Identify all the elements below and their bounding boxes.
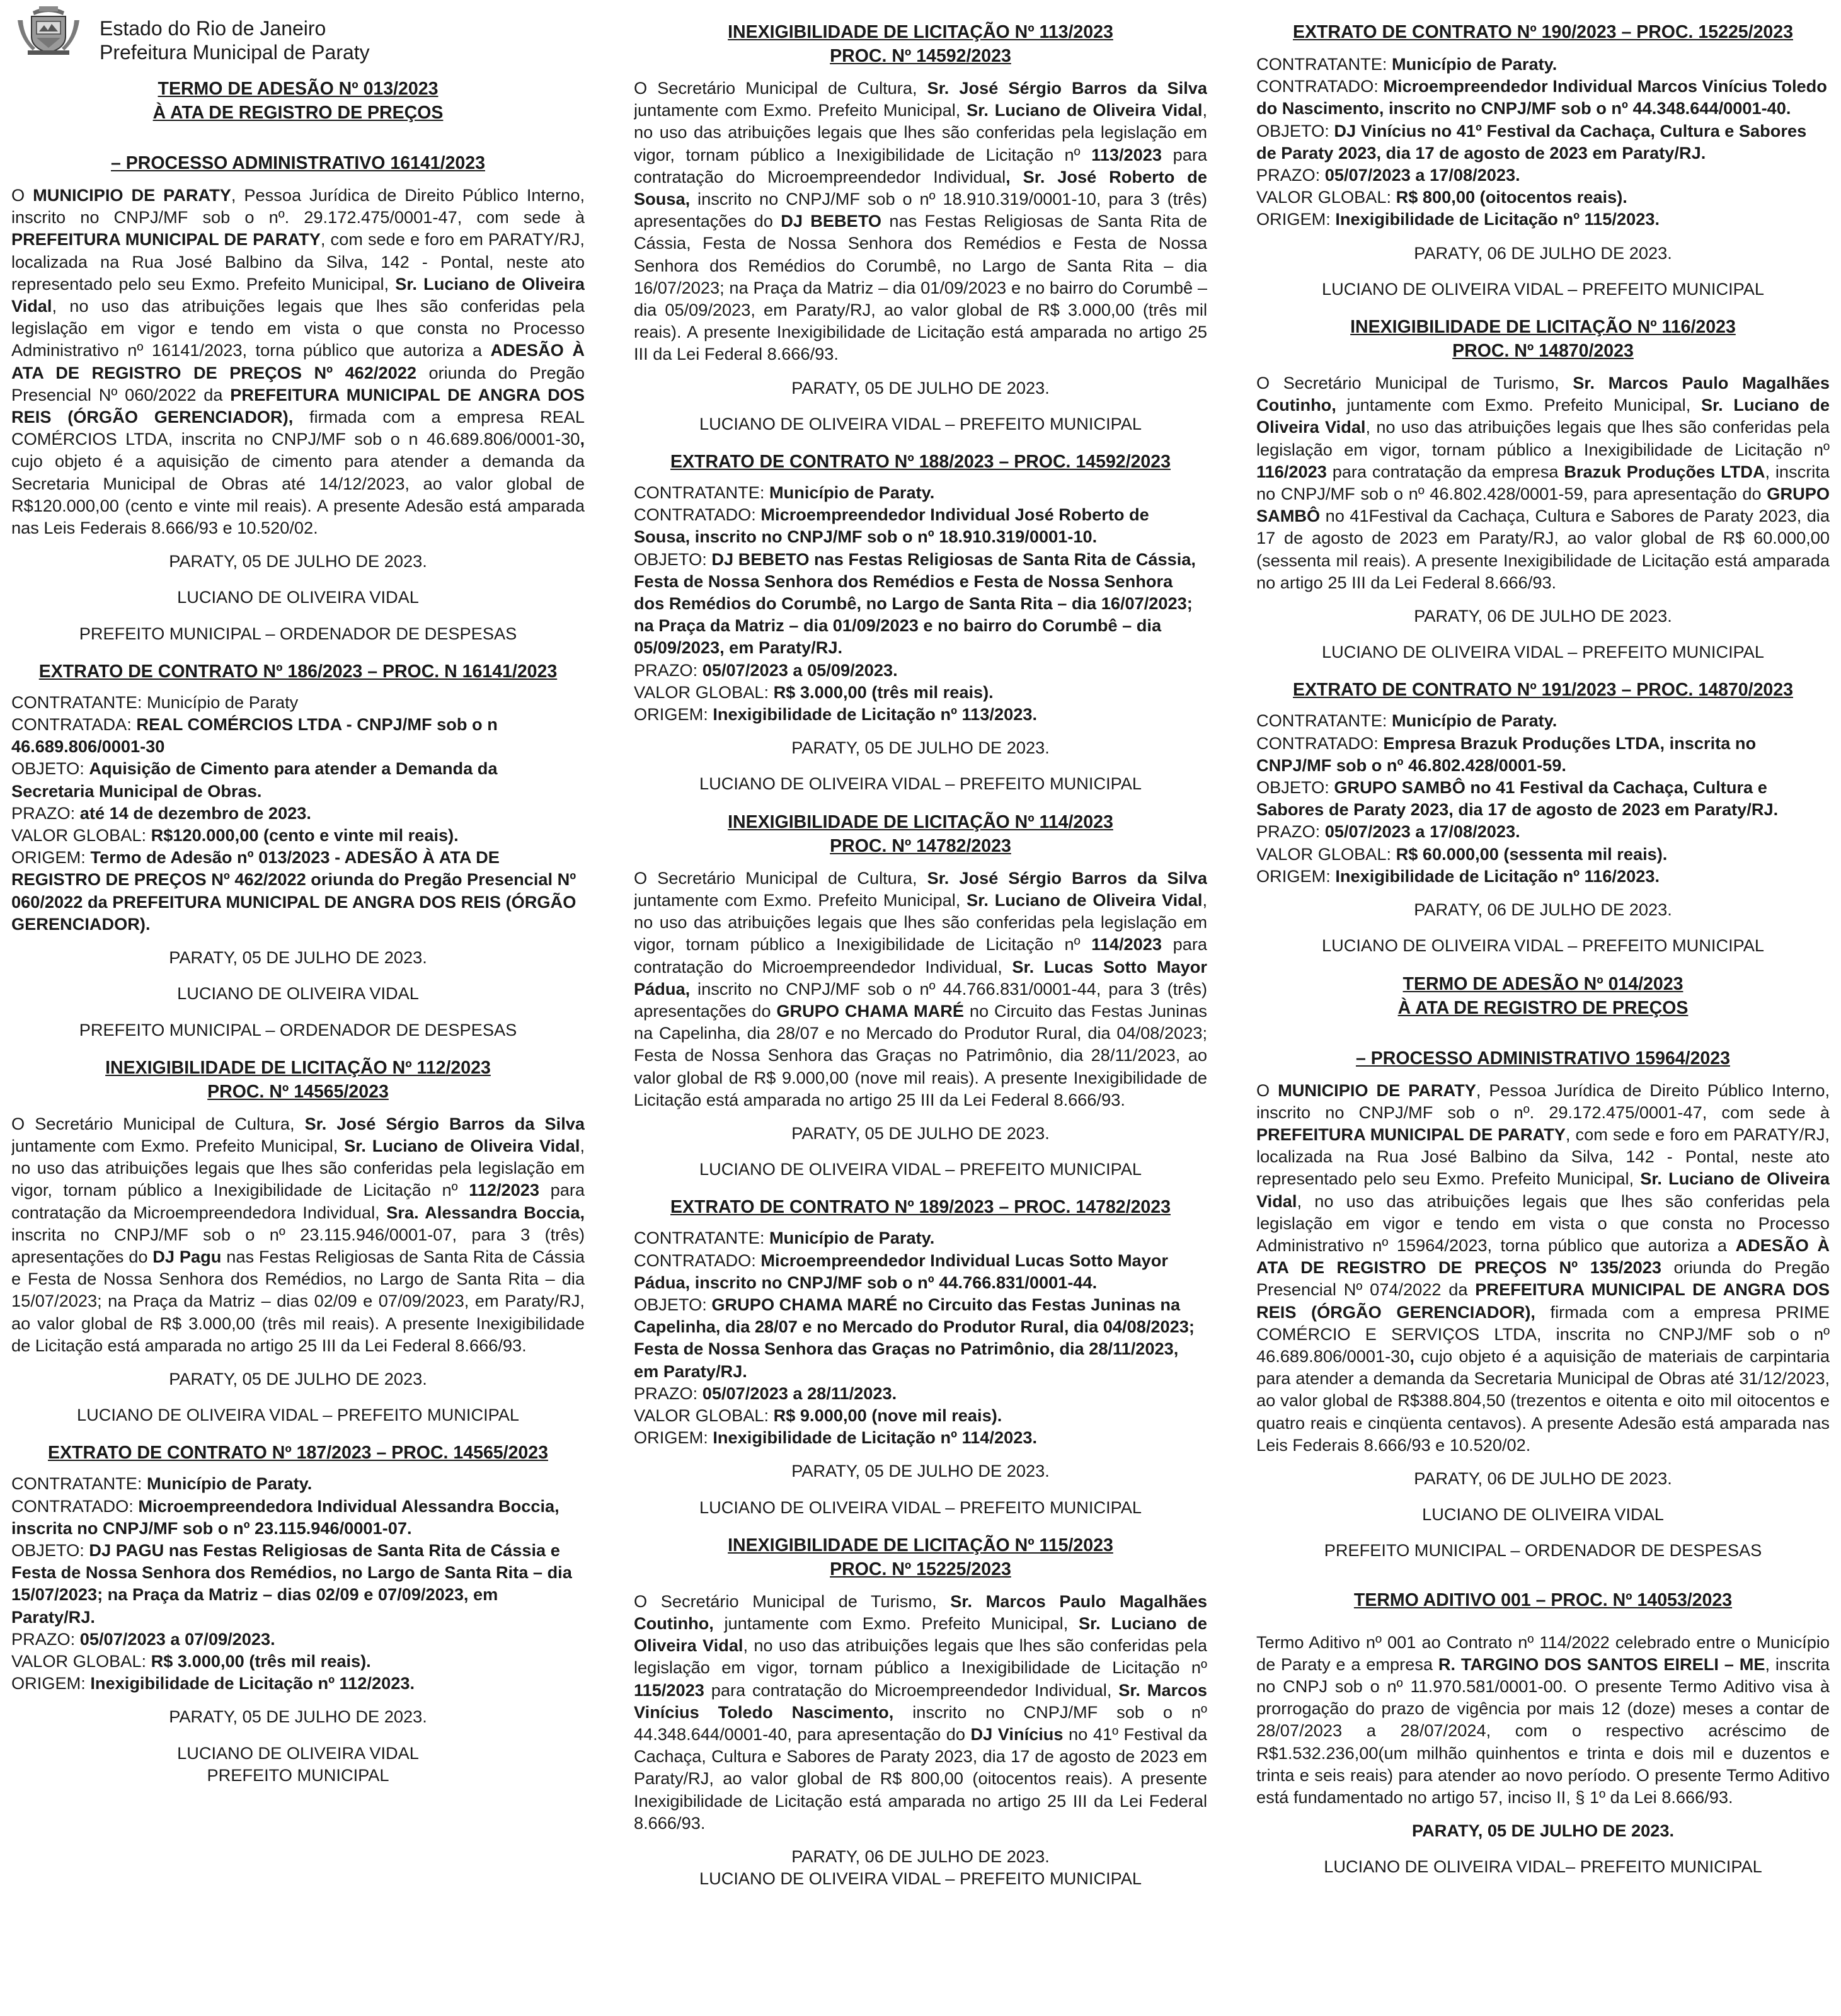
objeto-line: OBJETO: GRUPO CHAMA MARÉ no Circuito das Festas Juninas na Capelinha, dia 28/07 e no Mercado do Produtor Rural, dia 04/08/2023; Festa de Nossa Senhora das Graças no Patrimônio, dia 28/11/2023, em Paraty/RJ. — [634, 1294, 1195, 1381]
objeto-line: OBJETO: Aquisição de Cimento para atender a Demanda da Secretaria Municipal de Obras. — [11, 759, 498, 801]
valor-line: VALOR GLOBAL: R$ 60.000,00 (sessenta mil reais). — [1256, 844, 1668, 864]
signature-line: LUCIANO DE OLIVEIRA VIDAL – PREFEITO MUNICIPAL — [699, 774, 1142, 794]
date-line: PARATY, 06 DE JULHO DE 2023. — [1414, 1468, 1672, 1488]
inexigibilidade-115 — [634, 1533, 1207, 1890]
inexigibilidade-114 — [634, 810, 1207, 1181]
prazo-line: PRAZO: 05/07/2023 a 05/09/2023. — [634, 660, 898, 680]
paragraph: O Secretário Municipal de Turismo, Sr. Marcos Paulo Magalhães Coutinho, juntamente com Exmo. Prefeito Municipal, Sr. Luciano de Oliveira Vidal, no uso das atribuições legais que lhes são conferidas pela legislação em vigor, tornam público a Inexigibilidade de Licitação nº 116/2023 para contratação da empresa Brazuk Produções LTDA, inscrita no CNPJ/MF sob o nº 46.802.428/0001-59, para apresentação do GRUPO SAMBÔ no 41Festival da Cachaça, Cultura e Sabores de Paraty 2023, dia 17 de agosto de 2023 em Paraty/RJ, ao valor global de R$ 60.000,00 (sessenta mil reais). A presente Inexigibilidade de Licitação está amparada no artigo 25 III da Lei Federal 8.666/93. — [1256, 373, 1830, 592]
coat-of-arms-icon — [14, 1, 83, 55]
date-line: PARATY, 05 DE JULHO DE 2023. — [791, 1123, 1050, 1143]
contratante-line: CONTRATANTE: Município de Paraty. — [11, 1474, 313, 1494]
contratado-line: CONTRATADO: Microempreendedor Individual José Roberto de Sousa, inscrito no CNPJ/MF sob o nº 18.910.319/0001-10. — [634, 505, 1149, 547]
extrato-contrato-186 — [11, 660, 585, 1041]
date-line: PARATY, 05 DE JULHO DE 2023. — [169, 1368, 427, 1389]
signature-line: LUCIANO DE OLIVEIRA VIDAL – PREFEITO MUNICIPAL — [699, 413, 1142, 433]
prazo-line: PRAZO: 05/07/2023 a 07/09/2023. — [11, 1629, 275, 1649]
signature-line: LUCIANO DE OLIVEIRA VIDAL – PREFEITO MUNICIPAL — [76, 1405, 520, 1425]
column-2 — [634, 0, 1207, 2016]
prazo-line: PRAZO: 05/07/2023 a 17/08/2023. — [1256, 822, 1520, 842]
termo-adesao-014 — [1256, 972, 1830, 1562]
section-subtitle: – PROCESSO ADMINISTRATIVO 16141/2023 — [111, 153, 485, 173]
column-1 — [11, 0, 585, 2016]
signature-line: LUCIANO DE OLIVEIRA VIDAL – PREFEITO MUNICIPAL — [1321, 642, 1765, 662]
section-title: EXTRATO DE CONTRATO Nº 190/2023 – PROC. 15225/2023 — [1293, 22, 1793, 42]
extrato-contrato-190 — [1256, 20, 1830, 300]
date-line: PARATY, 06 DE JULHO DE 2023. — [1414, 900, 1672, 920]
date-line: PARATY, 05 DE JULHO DE 2023. — [169, 551, 427, 571]
section-subtitle: PROC. Nº 14565/2023 — [207, 1081, 389, 1102]
date-line: PARATY, 06 DE JULHO DE 2023. — [1414, 606, 1672, 626]
extrato-contrato-189 — [634, 1195, 1207, 1518]
signature-line: LUCIANO DE OLIVEIRA VIDAL – PREFEITO MUNICIPAL — [1321, 936, 1765, 956]
header-city: Prefeitura Municipal de Paraty — [100, 41, 370, 64]
section-subtitle: PROC. Nº 14782/2023 — [830, 835, 1011, 856]
termo-aditivo-001 — [1256, 1588, 1830, 1878]
signature-name: LUCIANO DE OLIVEIRA VIDAL — [177, 587, 419, 607]
section-subtitle: À ATA DE REGISTRO DE PREÇOS — [152, 103, 444, 123]
valor-line: VALOR GLOBAL: R$ 9.000,00 (nove mil reais). — [634, 1405, 1002, 1425]
paragraph: O MUNICIPIO DE PARATY, Pessoa Jurídica de Direito Público Interno, inscrito no CNPJ/MF sob o nº. 29.172.475/0001-47, com sede à PREFEITURA MUNICIPAL DE PARATY, com sede e foro em PARATY/RJ, localizada na Rua José Balbino da Silva, 142 - Pontal, neste ato representado pelo seu Exmo. Prefeito Municipal, Sr. Luciano de Oliveira Vidal, no uso das atribuições legais que lhes são conferidas pela legislação em vigor e tendo em vista o que consta no Processo Administrativo nº 15964/2023, torna público que autoriza a ADESÃO À ATA DE REGISTRO DE PREÇOS Nº 135/2023 oriunda do Pregão Presencial Nº 074/2022 da PREFEITURA MUNICIPAL DE ANGRA DOS REIS (ÓRGÃO GERENCIADOR), firmada com a empresa PRIME COMÉRCIO E SERVIÇOS LTDA, inscrita no CNPJ/MF sob o nº 46.689.806/0001-30, cujo objeto é a aquisição de materiais de carpintaria para atender a demanda da Secretaria Municipal de Obras até 31/12/2023, ao valor global de R$388.804,50 (trezentos e oitenta e oito mil oitocentos e quatro reais e cinqüenta centavos). A presente Adesão está amparada nas Leis Federais 8.666/93 e 10.520/02. — [1256, 1080, 1830, 1455]
date-line: PARATY, 05 DE JULHO DE 2023. — [791, 1461, 1050, 1481]
contratado-line: CONTRATADO: Microempreendedor Individual Marcos Vinícius Toledo do Nascimento, inscrito no CNPJ/MF sob o nº 44.348.644/0001-40. — [1256, 76, 1827, 118]
date-line: PARATY, 05 DE JULHO DE 2023. — [791, 377, 1050, 398]
section-subtitle: PROC. Nº 14870/2023 — [1452, 341, 1634, 362]
section-title: EXTRATO DE CONTRATO Nº 187/2023 – PROC. 14565/2023 — [48, 1443, 548, 1463]
section-title: TERMO DE ADESÃO Nº 013/2023 — [158, 79, 439, 99]
inexigibilidade-116 — [1256, 315, 1830, 663]
contratado-line: CONTRATADO: Microempreendedora Individual Alessandra Boccia, inscrita no CNPJ/MF sob o nº 23.115.946/0001-07. — [11, 1496, 559, 1538]
column-3 — [1256, 0, 1830, 2016]
paragraph: O Secretário Municipal de Cultura, Sr. José Sérgio Barros da Silva juntamente com Exmo. Prefeito Municipal, Sr. Luciano de Oliveira Vidal, no uso das atribuições legais que lhes são conferidas pela legislação em vigor, tornam público a Inexigibilidade de Licitação nº 113/2023 para contratação do Microempreendedor Individual, Sr. José Roberto de Sousa, inscrito no CNPJ/MF sob o nº 18.910.319/0001-10, para 3 (três) apresentações do DJ BEBETO nas Festas Religiosas de Santa Rita de Cássia, Festa de Nossa Senhora dos Remédios e Festa de Nossa Senhora dos Remédios do Corumbê, no Largo de Santa Rita – dia 16/07/2023; na Praça da Matriz – dia 01/09/2023 e no bairro do Corumbê – dia 05/09/2023, em Paraty/RJ, ao valor global de R$ 3.000,00 (três mil reais). A presente Inexigibilidade de Licitação está amparada no artigo 25 III da Lei Federal 8.666/93. — [634, 78, 1207, 364]
section-title: EXTRATO DE CONTRATO Nº 186/2023 – PROC. N 16141/2023 — [38, 661, 558, 682]
section-title: INEXIGIBILIDADE DE LICITAÇÃO Nº 115/2023 — [728, 1535, 1113, 1555]
section-title: INEXIGIBILIDADE DE LICITAÇÃO Nº 114/2023 — [728, 811, 1113, 832]
section-title: EXTRATO DE CONTRATO Nº 188/2023 – PROC. 14592/2023 — [670, 452, 1171, 472]
contratante-line: CONTRATANTE: Município de Paraty. — [634, 483, 935, 503]
objeto-line: OBJETO: DJ PAGU nas Festas Religiosas de Santa Rita de Cássia e Festa de Nossa Senhora dos Remédios, no Largo de Santa Rita – dia 15/07/2023; na Praça da Matriz – dias 02/09 e 07/09/2023, em Paraty/RJ. — [11, 1540, 572, 1627]
section-subtitle: À ATA DE REGISTRO DE PREÇOS — [1397, 997, 1689, 1018]
section-title: INEXIGIBILIDADE DE LICITAÇÃO Nº 116/2023 — [1350, 317, 1736, 338]
contratante-line: CONTRATANTE: Município de Paraty. — [1256, 54, 1557, 74]
contratante-line: CONTRATANTE: Município de Paraty — [11, 692, 299, 712]
section-title: EXTRATO DE CONTRATO Nº 189/2023 – PROC. 14782/2023 — [670, 1197, 1171, 1218]
origem-line: ORIGEM: Inexigibilidade de Licitação nº 116/2023. — [1256, 866, 1660, 886]
date-line: PARATY, 06 DE JULHO DE 2023. — [1414, 243, 1672, 263]
page-header — [11, 0, 585, 62]
signature-title: PREFEITO MUNICIPAL – ORDENADOR DE DESPESAS — [79, 1019, 517, 1040]
paragraph: O Secretário Municipal de Cultura, Sr. José Sérgio Barros da Silva juntamente com Exmo. Prefeito Municipal, Sr. Luciano de Oliveira Vidal, no uso das atribuições legais que lhes são conferidas pela legislação em vigor, tornam público a Inexigibilidade de Licitação nº 112/2023 para contratação da Microempreendedora Individual, Sra. Alessandra Boccia, inscrita no CNPJ/MF sob o nº 23.115.946/0001-07, para 3 (três) apresentações do DJ Pagu nas Festas Religiosas de Santa Rita de Cássia e Festa de Nossa Senhora dos Remédios, no Largo de Santa Rita – dia 15/07/2023; na Praça da Matriz – dias 02/09 e 07/09/2023, em Paraty/RJ, ao valor global de R$ 3.000,00 (três mil reais). A presente Inexigibilidade de Licitação está amparada no artigo 25 III da Lei Federal 8.666/93. — [11, 1113, 585, 1355]
paragraph: O MUNICIPIO DE PARATY, Pessoa Jurídica de Direito Público Interno, inscrito no CNPJ/MF sob o nº. 29.172.475/0001-47, com sede à PREFEITURA MUNICIPAL DE PARATY, com sede e foro em PARATY/RJ, localizada na Rua José Balbino da Silva, 142 - Pontal, neste ato representado pelo seu Exmo. Prefeito Municipal, Sr. Luciano de Oliveira Vidal, no uso das atribuições legais que lhes são conferidas pela legislação em vigor e tendo em vista o que consta no Processo Administrativo nº 16141/2023, torna público que autoriza a ADESÃO À ATA DE REGISTRO DE PREÇOS Nº 462/2022 oriunda do Pregão Presencial Nº 060/2022 da PREFEITURA MUNICIPAL DE ANGRA DOS REIS (ÓRGÃO GERENCIADOR), firmada com a empresa REAL COMÉRCIOS LTDA, inscrita no CNPJ/MF sob o n 46.689.806/0001-30, cujo objeto é a aquisição de cimento para atender a demanda da Secretaria Municipal de Obras até 14/12/2023, ao valor global de R$120.000,00 (cento e vinte mil reais). A presente Adesão está amparada nas Leis Federais 8.666/93 e 10.520/02. — [11, 185, 585, 538]
signature-line: LUCIANO DE OLIVEIRA VIDAL– PREFEITO MUNICIPAL — [1324, 1857, 1762, 1877]
signature-title: PREFEITO MUNICIPAL – ORDENADOR DE DESPESAS — [1324, 1540, 1762, 1561]
section-title: TERMO DE ADESÃO Nº 014/2023 — [1402, 973, 1683, 994]
date-line: PARATY, 05 DE JULHO DE 2023. — [169, 1707, 427, 1727]
objeto-line: OBJETO: DJ Vinícius no 41º Festival da Cachaça, Cultura e Sabores de Paraty 2023, dia 17 de agosto de 2023 em Paraty/RJ. — [1256, 120, 1807, 163]
contratado-line: CONTRATADO: Microempreendedor Individual Lucas Sotto Mayor Pádua, inscrito no CNPJ/MF sob o nº 44.766.831/0001-44. — [634, 1250, 1168, 1292]
header-state: Estado do Rio de Janeiro — [100, 17, 326, 40]
contratante-line: CONTRATANTE: Município de Paraty. — [634, 1228, 935, 1248]
origem-line: ORIGEM: Inexigibilidade de Licitação nº 112/2023. — [11, 1673, 415, 1693]
contratado-line: CONTRATADO: Empresa Brazuk Produções LTDA, inscrita no CNPJ/MF sob o nº 46.802.428/0001-59. — [1256, 733, 1757, 775]
contratante-line: CONTRATANTE: Município de Paraty. — [1256, 711, 1557, 731]
paragraph: O Secretário Municipal de Turismo, Sr. Marcos Paulo Magalhães Coutinho, juntamente com Exmo. Prefeito Municipal, Sr. Luciano de Oliveira Vidal, no uso das atribuições legais que lhes são conferidas pela legislação em vigor, tornam público a Inexigibilidade de Licitação nº 115/2023 para contratação do Microempreendedor Individual, Sr. Marcos Vinícius Toledo Nascimento, inscrito no CNPJ/MF sob o nº 44.348.644/0001-40, para apresentação do DJ Vinícius no 41º Festival da Cachaça, Cultura e Sabores de Paraty 2023, dia 17 de agosto de 2023 em Paraty/RJ, ao valor global de R$ 800,00 (oitocentos reais). A presente Inexigibilidade de Licitação está amparada no artigo 25 III da Lei Federal 8.666/93. — [634, 1591, 1207, 1833]
prazo-line: PRAZO: 05/07/2023 a 28/11/2023. — [634, 1383, 897, 1403]
signature-line: LUCIANO DE OLIVEIRA VIDAL – PREFEITO MUNICIPAL — [699, 1869, 1142, 1889]
valor-line: VALOR GLOBAL: R$ 3.000,00 (três mil reais). — [634, 682, 994, 702]
section-title: INEXIGIBILIDADE DE LICITAÇÃO Nº 113/2023 — [728, 22, 1113, 42]
date-line: PARATY, 05 DE JULHO DE 2023. — [1412, 1821, 1674, 1841]
extrato-contrato-188 — [634, 450, 1207, 795]
section-title: TERMO ADITIVO 001 – PROC. Nº 14053/2023 — [1353, 1589, 1733, 1610]
signature-line: LUCIANO DE OLIVEIRA VIDAL – PREFEITO MUNICIPAL — [1321, 278, 1765, 299]
extrato-contrato-191 — [1256, 678, 1830, 956]
origem-line: ORIGEM: Inexigibilidade de Licitação nº 114/2023. — [634, 1428, 1037, 1448]
extrato-contrato-187 — [11, 1441, 585, 1786]
valor-line: VALOR GLOBAL: R$ 800,00 (oitocentos reais). — [1256, 187, 1627, 207]
date-line: PARATY, 05 DE JULHO DE 2023. — [791, 738, 1050, 758]
signature-line: LUCIANO DE OLIVEIRA VIDAL – PREFEITO MUNICIPAL — [699, 1497, 1142, 1517]
section-subtitle: – PROCESSO ADMINISTRATIVO 15964/2023 — [1356, 1048, 1730, 1068]
origem-line: ORIGEM: Inexigibilidade de Licitação nº 113/2023. — [634, 704, 1037, 724]
valor-line: VALOR GLOBAL: R$ 3.000,00 (três mil reais). — [11, 1651, 371, 1671]
date-line: PARATY, 06 DE JULHO DE 2023. — [791, 1847, 1050, 1866]
valor-line: VALOR GLOBAL: R$120.000,00 (cento e vinte mil reais). — [11, 825, 459, 845]
signature-name: LUCIANO DE OLIVEIRA VIDAL — [177, 983, 419, 1004]
prazo-line: PRAZO: 05/07/2023 a 17/08/2023. — [1256, 165, 1520, 185]
paragraph: Termo Aditivo nº 001 ao Contrato nº 114/2022 celebrado entre o Município de Paraty e a empresa R. TARGINO DOS SANTOS EIRELI – ME, inscrita no CNPJ sob o nº 11.970.581/0001-00. O presente Termo Aditivo visa à prorrogação do prazo de vigência por mais 12 (doze) meses a contar de 28/07/2023 a 28/07/2024, com o respectivo acréscimo de R$1.532.236,00(um milhão quinhentos e trinta e dois mil e duzentos e trinta e seis reais) para atender ao novo período. O presente Termo Aditivo está fundamentado no artigo 57, inciso II, § 1º da Lei 8.666/93. — [1256, 1632, 1830, 1807]
contratada-line: CONTRATADA: REAL COMÉRCIOS LTDA - CNPJ/MF sob o n 46.689.806/0001-30 — [11, 714, 498, 757]
signature-name: LUCIANO DE OLIVEIRA VIDAL — [177, 1743, 419, 1763]
section-title: INEXIGIBILIDADE DE LICITAÇÃO Nº 112/2023 — [105, 1057, 491, 1078]
section-subtitle: PROC. Nº 15225/2023 — [830, 1559, 1011, 1579]
paragraph: O Secretário Municipal de Cultura, Sr. José Sérgio Barros da Silva juntamente com Exmo. Prefeito Municipal, Sr. Luciano de Oliveira Vidal, no uso das atribuições legais que lhes são conferidas pela legislação em vigor, tornam público a Inexigibilidade de Licitação nº 114/2023 para contratação do Microempreendedor Individual, Sr. Lucas Sotto Mayor Pádua, inscrito no CNPJ/MF sob o nº 44.766.831/0001-44, para 3 (três) apresentações do GRUPO CHAMA MARÉ no Circuito das Festas Juninas na Capelinha, dia 28/07 e no Mercado do Produtor Rural, dia 04/08/2023; Festa de Nossa Senhora das Graças no Patrimônio, dia 28/11/2023, ao valor global de R$ 9.000,00 (nove mil reais). A presente Inexigibilidade de Licitação está amparada no artigo 25 III da Lei Federal 8.666/93. — [634, 868, 1207, 1109]
inexigibilidade-112 — [11, 1056, 585, 1426]
section-title: EXTRATO DE CONTRATO Nº 191/2023 – PROC. 14870/2023 — [1293, 680, 1793, 701]
origem-line: ORIGEM: Termo de Adesão nº 013/2023 - ADESÃO À ATA DE REGISTRO DE PREÇOS Nº 462/2022 oriunda do Pregão Presencial Nº 060/2022 da PREFEITURA MUNICIPAL DE ANGRA DOS REIS (ÓRGÃO GERENCIADOR). — [11, 847, 576, 934]
prazo-line: PRAZO: até 14 de dezembro de 2023. — [11, 803, 311, 823]
objeto-line: OBJETO: GRUPO SAMBÔ no 41 Festival da Cachaça, Cultura e Sabores de Paraty 2023, dia 17 de agosto de 2023 em Paraty/RJ. — [1256, 777, 1779, 820]
date-line: PARATY, 05 DE JULHO DE 2023. — [169, 948, 427, 968]
signature-title: PREFEITO MUNICIPAL — [207, 1765, 389, 1785]
termo-adesao-013 — [11, 77, 585, 644]
section-subtitle: PROC. Nº 14592/2023 — [830, 46, 1011, 66]
signature-line: LUCIANO DE OLIVEIRA VIDAL – PREFEITO MUNICIPAL — [699, 1159, 1142, 1179]
signature-title: PREFEITO MUNICIPAL – ORDENADOR DE DESPESAS — [79, 623, 517, 643]
objeto-line: OBJETO: DJ BEBETO nas Festas Religiosas de Santa Rita de Cássia, Festa de Nossa Senhora dos Remédios e Festa de Nossa Senhora dos Remédios do Corumbê, no Largo de Santa Rita – dia 16/07/2023; na Praça da Matriz – dia 01/09/2023 e no bairro do Corumbê – dia 05/09/2023, em Paraty/RJ. — [634, 549, 1196, 658]
origem-line: ORIGEM: Inexigibilidade de Licitação nº 115/2023. — [1256, 209, 1660, 229]
signature-name: LUCIANO DE OLIVEIRA VIDAL — [1422, 1504, 1664, 1525]
inexigibilidade-113 — [634, 20, 1207, 435]
